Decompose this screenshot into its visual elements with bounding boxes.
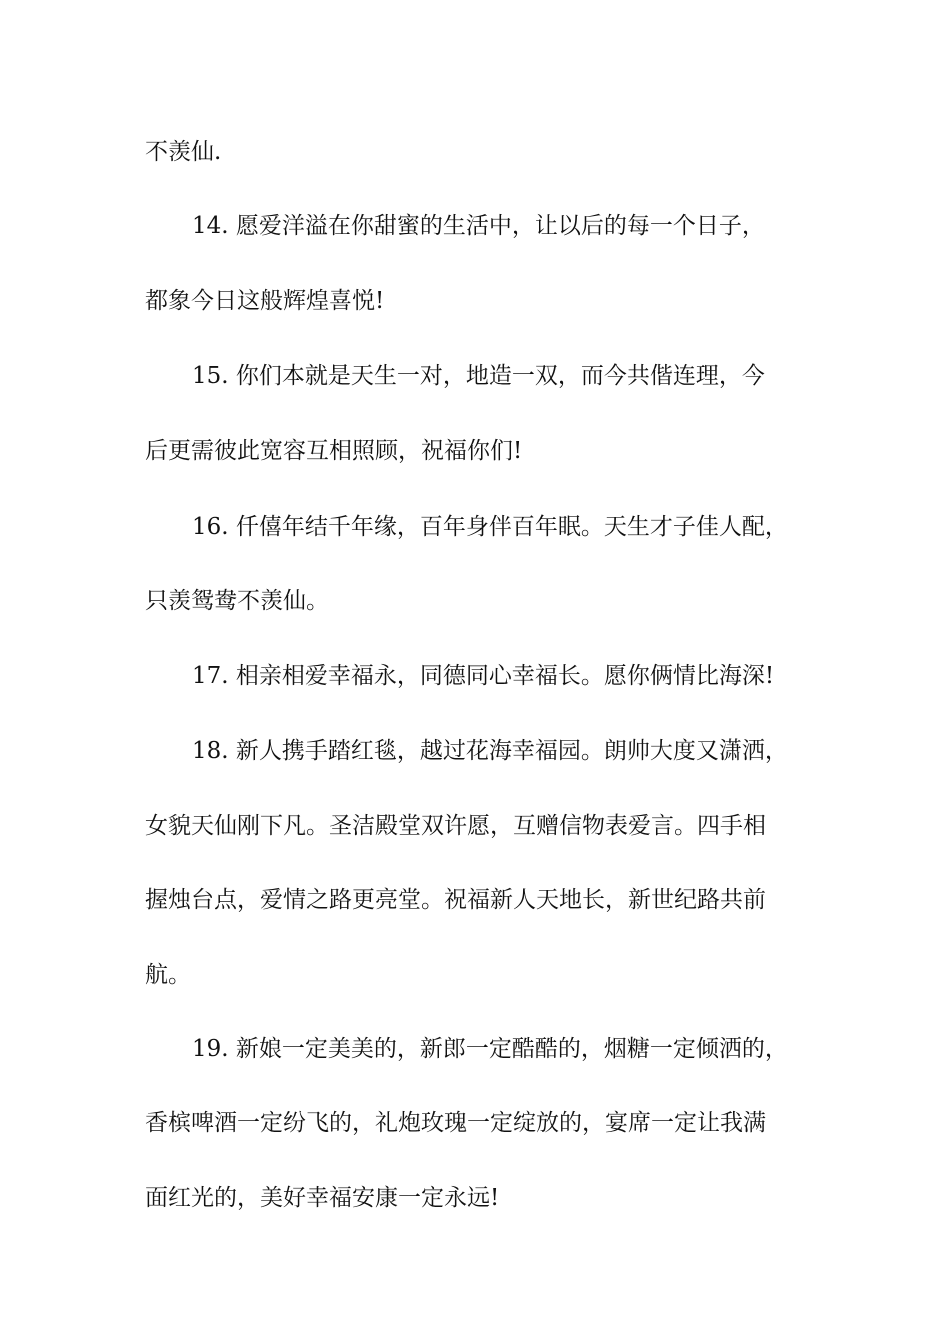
wish-14-line-2: 都象今日这般辉煌喜悦! xyxy=(145,288,385,314)
wish-17-line-1: 17. 相亲相爱幸福永，同德同心幸福长。愿你俩情比海深! xyxy=(192,663,775,689)
wish-18-line-4: 航。 xyxy=(145,962,191,988)
wish-14-line-1: 14. 愿爱洋溢在你甜蜜的生活中，让以后的每一个日子， xyxy=(192,213,765,239)
wish-18-line-1: 18. 新人携手踏红毯，越过花海幸福园。朗帅大度又潇洒， xyxy=(192,738,788,764)
wish-19-line-2: 香槟啤酒一定纷飞的，礼炮玫瑰一定绽放的，宴席一定让我满 xyxy=(145,1110,766,1136)
wish-19-line-3: 面红光的，美好幸福安康一定永远! xyxy=(145,1185,500,1211)
wish-18-line-3: 握烛台点，爱情之路更亮堂。祝福新人天地长，新世纪路共前 xyxy=(145,887,766,913)
wish-15-line-2: 后更需彼此宽容互相照顾，祝福你们! xyxy=(145,438,523,464)
text-line: 不羡仙. xyxy=(145,139,222,165)
wish-15-line-1: 15. 你们本就是天生一对，地造一双，而今共偕连理，今 xyxy=(192,363,765,389)
wish-16-line-1: 16. 仟僖年结千年缘，百年身伴百年眠。天生才子佳人配， xyxy=(192,514,788,540)
wish-16-line-2: 只羡鸳鸯不羡仙。 xyxy=(145,588,329,614)
wish-18-line-2: 女貌天仙刚下凡。圣洁殿堂双许愿，互赠信物表爱言。四手相 xyxy=(145,813,766,839)
wish-19-line-1: 19. 新娘一定美美的，新郎一定酷酷的，烟糖一定倾洒的， xyxy=(192,1036,788,1062)
